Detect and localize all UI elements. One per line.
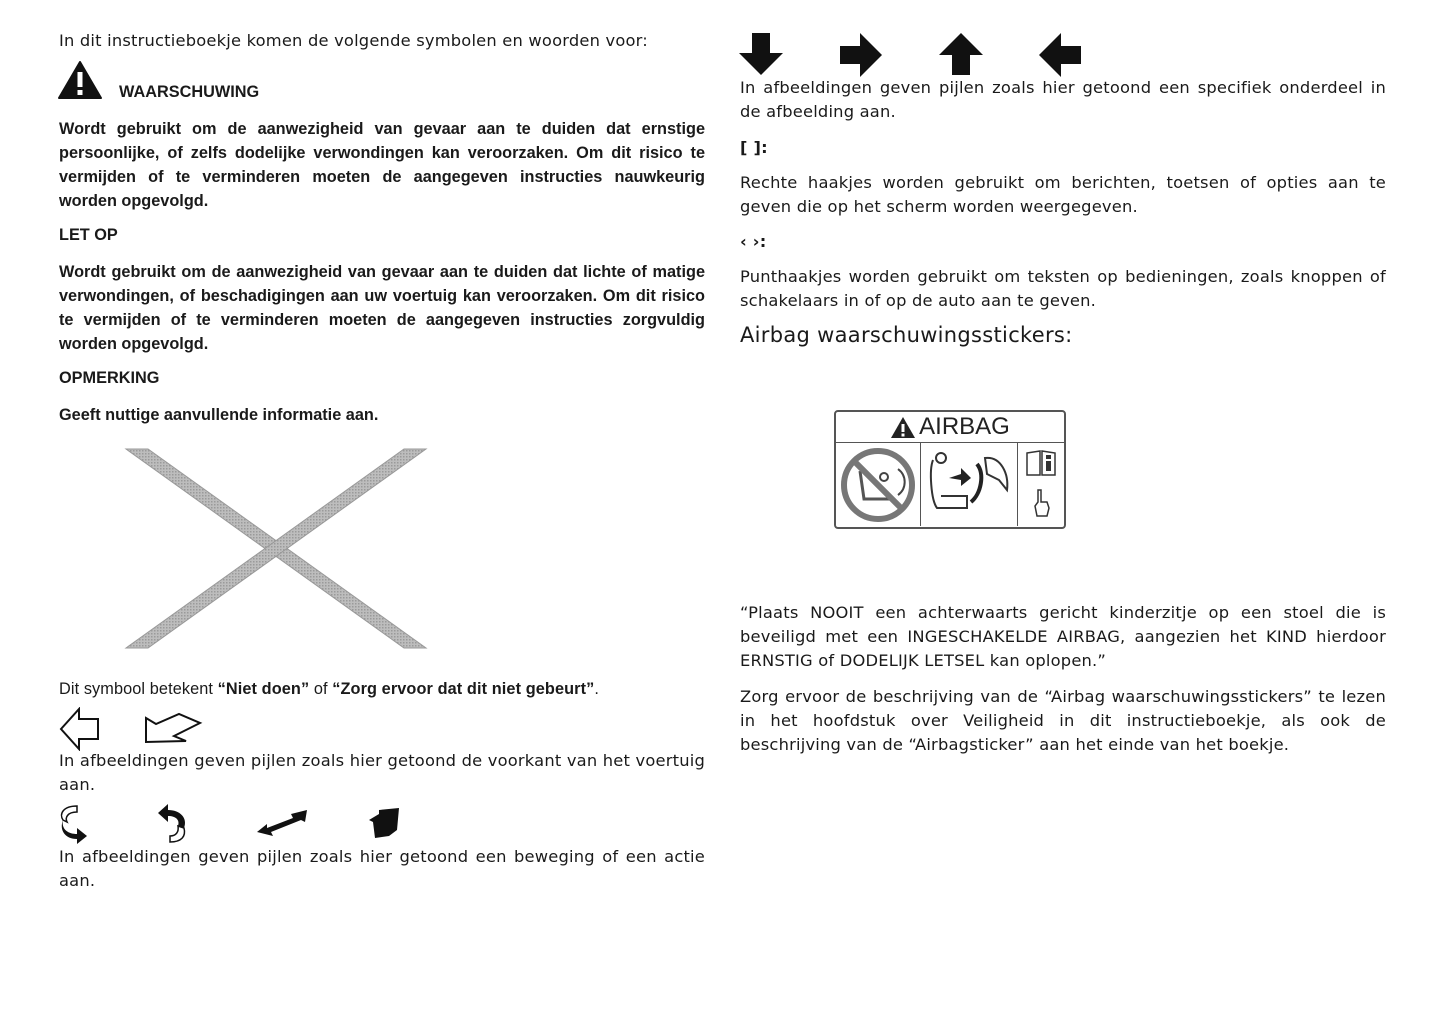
caution-heading: LET OP bbox=[59, 226, 118, 244]
outline-arrow-perspective-icon bbox=[144, 710, 204, 744]
arrow-left-icon bbox=[1039, 33, 1081, 77]
intro-text: In dit instructieboekje komen de volgende symbolen en woorden voor: bbox=[59, 31, 648, 50]
caution-text: Wordt gebruikt om de aanwezigheid van gevaar aan te duiden dat lichte of matige verwondingen, of beschadigingen aan uw voertuig kan veroorzaken. Om dit risico te vermijden of te verminderen moeten de aangegeven instructies zorgvuldig worden opgevolgd. bbox=[59, 263, 705, 353]
airbag-deploy-icon bbox=[921, 443, 1018, 526]
rotate-arrow-down-icon bbox=[59, 804, 91, 844]
read-manual-icon bbox=[1018, 443, 1064, 526]
sticker-warning-icon bbox=[890, 416, 916, 439]
airbag-reference-text: Zorg ervoor de beschrijving van de “Airbag waarschuwingsstickers” te lezen in het hoofdstuk over Veiligheid in dit instructieboekje, als ook de beschrijving van de “Airbagsticker” aan het einde van het boekje. bbox=[740, 687, 1386, 754]
motion-arrows-text: In afbeeldingen geven pijlen zoals hier getoond een beweging of een actie aan. bbox=[59, 847, 705, 890]
front-arrows-text: In afbeeldingen geven pijlen zoals hier getoond de voorkant van het voertuig aan. bbox=[59, 751, 705, 794]
note-text: Geeft nuttige aanvullende informatie aan. bbox=[59, 406, 379, 424]
no-child-seat-icon bbox=[836, 443, 921, 526]
part-arrows-text: In afbeeldingen geven pijlen zoals hier getoond een specifiek onderdeel in de afbeelding aan. bbox=[740, 78, 1386, 121]
angle-brackets-text: Punthaakjes worden gebruikt om teksten op bedieningen, zoals knoppen of schakelaars in of op de auto aan te geven. bbox=[740, 267, 1386, 310]
warning-triangle-icon bbox=[57, 60, 103, 100]
sticker-title: AIRBAG bbox=[919, 413, 1010, 440]
double-arrow-icon bbox=[257, 810, 307, 838]
note-heading: OPMERKING bbox=[59, 369, 160, 387]
x-symbol-text bbox=[59, 677, 599, 701]
x-symbol-suffix: . bbox=[594, 680, 599, 698]
airbag-quote-text: “Plaats NOOIT een achterwaarts gericht kinderzitje op een stoel die is beveiligd met een INGESCHAKELDE AIRBAG, aangezien het KIND hierdoor ERNSTIG of DODELIJK LETSEL kan oplopen.” bbox=[740, 603, 1386, 670]
x-symbol-mid: of bbox=[309, 680, 333, 698]
warning-text: Wordt gebruikt om de aanwezigheid van gevaar aan te duiden dat ernstige persoonlijke, of zelfs dodelijke verwondingen kan veroorzaken. Om dit risico te vermijden of te verminderen moeten de aangegeven instructies nauwkeurig worden opgevolgd. bbox=[59, 120, 705, 210]
square-brackets-label: [ ]: bbox=[740, 138, 768, 157]
arrow-down-icon bbox=[739, 33, 783, 75]
x-symbol-bold2: “Zorg ervoor dat dit niet gebeurt” bbox=[332, 680, 595, 698]
outline-arrow-left-icon bbox=[59, 707, 101, 751]
do-not-x-icon bbox=[124, 447, 428, 650]
sticker-header bbox=[836, 412, 1064, 443]
push-arrow-icon bbox=[369, 808, 401, 840]
angle-brackets-label: ‹ ›: bbox=[740, 232, 767, 251]
airbag-sticker bbox=[834, 410, 1066, 529]
airbag-heading: Airbag waarschuwingsstickers: bbox=[740, 323, 1073, 347]
x-symbol-prefix: Dit symbool betekent bbox=[59, 680, 218, 698]
x-symbol-bold1: “Niet doen” bbox=[217, 680, 310, 698]
warning-heading: WAARSCHUWING bbox=[119, 83, 260, 101]
arrow-up-icon bbox=[939, 33, 983, 75]
square-brackets-text: Rechte haakjes worden gebruikt om berichten, toetsen of opties aan te geven die op het scherm worden weergegeven. bbox=[740, 173, 1386, 216]
rotate-arrow-up-icon bbox=[158, 804, 190, 844]
arrow-right-icon bbox=[840, 33, 882, 77]
